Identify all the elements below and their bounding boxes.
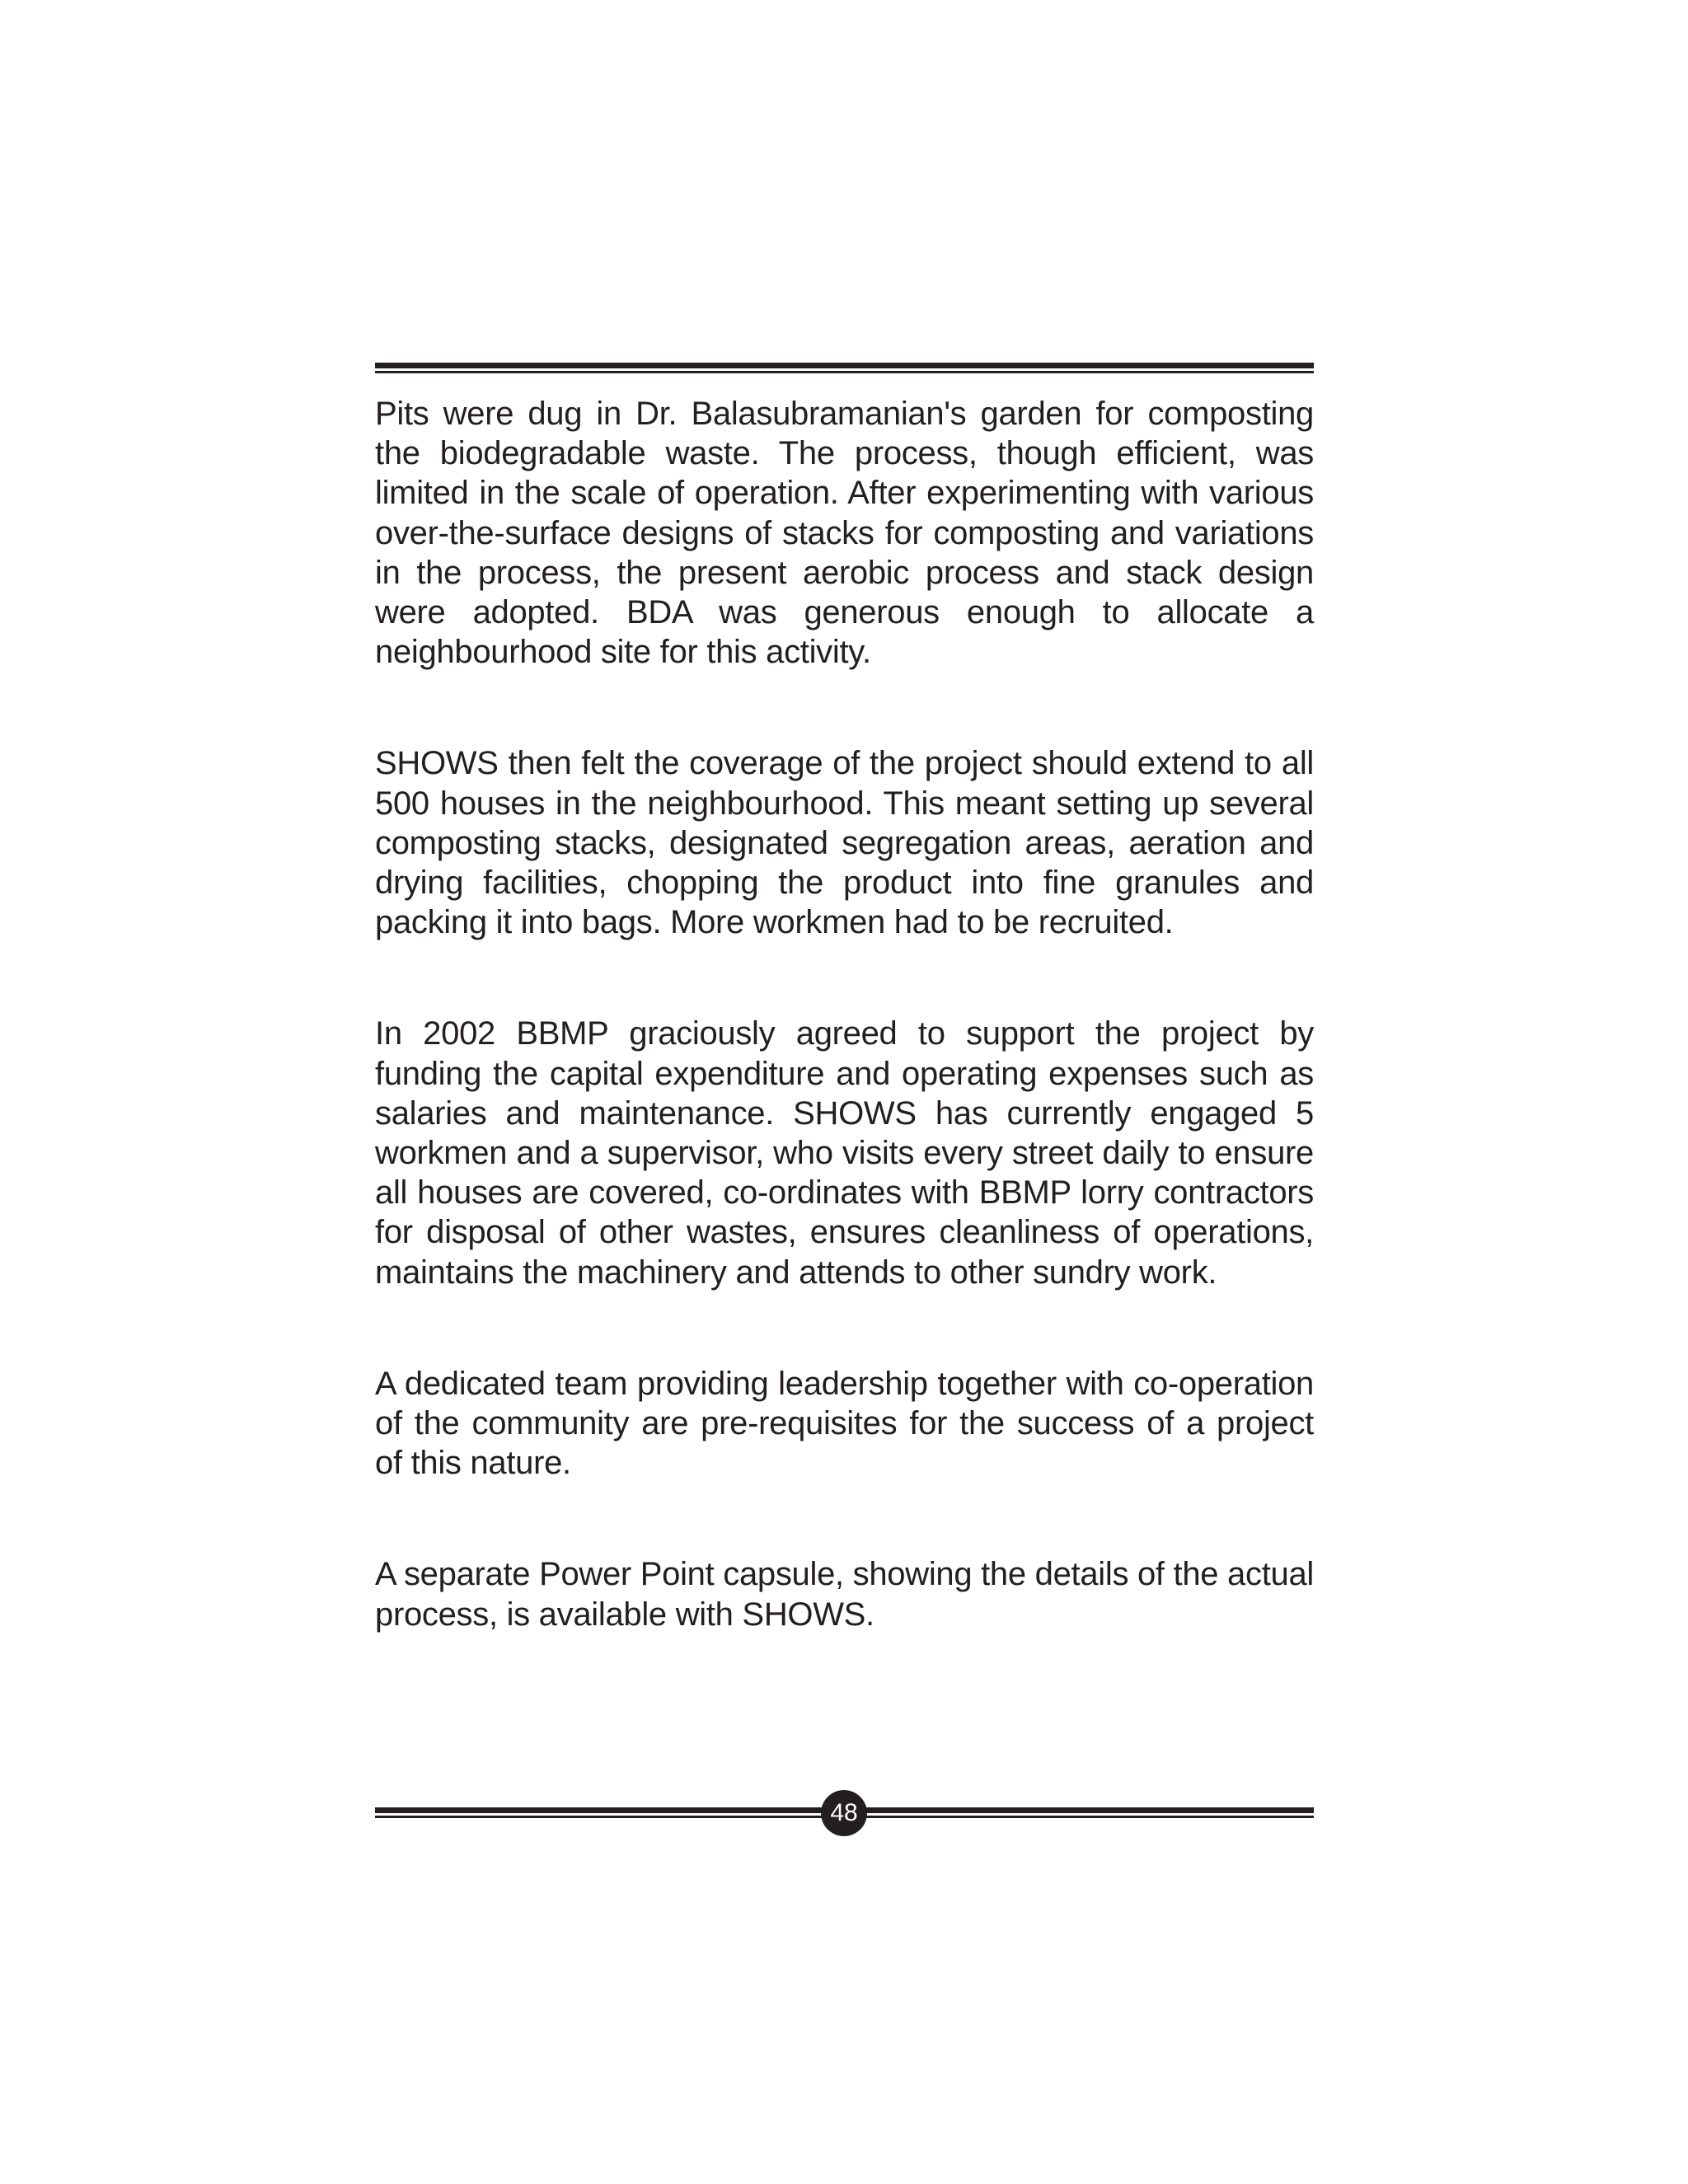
paragraph-bbmp-support: In 2002 BBMP graciously agreed to support the project by funding the capital expenditure and operating expenses such as salaries and maintenance. SHOWS has currently engaged 5 workmen and a supervisor, who visits every street daily to ensure all houses are covered, co-ordinates with BBMP lorry contractors for disposal of other wastes, ensures cleanliness of operations, maintains the machinery and attends to other sundry work.	[375, 1015, 1314, 1291]
paragraph-composting-pits: Pits were dug in Dr. Balasubramanian's garden for composting the biodegradable waste. The process, though efficient, was limited in the scale of operation. After experimenting with various over-the-surface designs of stacks for composting and variations in the process, the present aerobic process and stack design were adopted. BDA was generous enough to allocate a neighbourhood site for this activity.	[375, 396, 1314, 671]
paragraph-power-point-capsule: A separate Power Point capsule, showing the details of the actual process, is available with SHOWS.	[375, 1556, 1314, 1633]
header-rule-thick-line	[375, 363, 1314, 368]
page-number-badge: 48	[821, 1790, 867, 1836]
header-rule-thin-line	[375, 371, 1314, 373]
paragraph-coverage-extension: SHOWS then felt the coverage of the project should extend to all 500 houses in the neighbourhood. This meant setting up several composting stacks, designated segregation areas, aeration and drying facilities, chopping the product into fine granules and packing it into bags. More workmen had to be recruited.	[375, 745, 1314, 941]
header-rule	[375, 363, 1314, 374]
body-text	[375, 394, 1314, 1706]
paragraph-dedicated-team: A dedicated team providing leadership together with co-operation of the community are pre-requisites for the success of a project of this nature.	[375, 1365, 1314, 1482]
